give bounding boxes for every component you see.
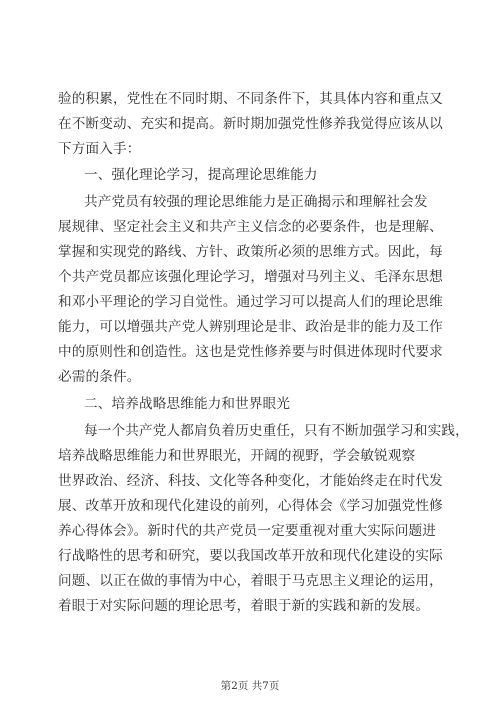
paragraph-line: 世界政治、经济、科技、文化等各种变化，才能始终走在时代发 — [58, 473, 443, 489]
paragraph-line: 在不断变动、充实和提高。新时期加强党性修养我觉得应该从以 — [58, 116, 443, 132]
paragraph-line: 共产党员有较强的理论思维能力是正确揭示和理解社会发 — [84, 194, 428, 210]
paragraph-line: 展、改革开放和现代化建设的前列，心得体会《学习加强党性修 — [58, 498, 443, 514]
section-heading: 二、培养战略思维能力和世界眼光 — [84, 396, 291, 412]
paragraph-line: 养心得体会》。新时代的共产党员一定要重视对重大实际问题进 — [58, 523, 437, 539]
paragraph-line: 着眼于对实际问题的理论思考，着眼于新的实践和新的发展。 — [58, 598, 430, 614]
paragraph-line: 掌握和实现党的路线、方针、政策所必须的思维方式。因此，每 — [58, 244, 443, 260]
paragraph-line: 展规律、坚定社会主义和共产主义信念的必要条件，也是理解、 — [58, 219, 443, 235]
paragraph-line: 和邓小平理论的学习自觉性。通过学习可以提高人们的理论思维 — [58, 294, 443, 310]
section-heading: 一、强化理论学习，提高理论思维能力 — [84, 167, 318, 183]
paragraph-line: 问题、以正在做的事情为中心，着眼于马克思主义理论的运用， — [58, 573, 443, 589]
page-number-footer: 第2页 共7页 — [220, 680, 280, 692]
paragraph-line: 个共产党员都应该强化理论学习，增强对马列主义、毛泽东思想 — [58, 269, 443, 285]
paragraph-line: 必需的条件。 — [58, 369, 141, 385]
paragraph-line: 验的积累，党性在不同时期、不同条件下，其具体内容和重点又 — [58, 91, 443, 107]
paragraph-line: 中的原则性和创造性。这也是党性修养要与时俱进体现时代要求 — [58, 344, 443, 360]
paragraph-line: 下方面入手： — [58, 141, 141, 157]
paragraph-line: 能力，可以增强共产党人辨别理论是非、政治是非的能力及工作 — [58, 319, 443, 335]
paragraph-line: 培养战略思维能力和世界眼光，开阔的视野，学会敏锐观察 — [58, 448, 416, 464]
paragraph-line: 每一个共产党人都肩负着历史重任，只有不断加强学习和实践， — [84, 423, 469, 439]
paragraph-line: 行战略性的思考和研究，要以我国改革开放和现代化建设的实际 — [58, 548, 443, 564]
